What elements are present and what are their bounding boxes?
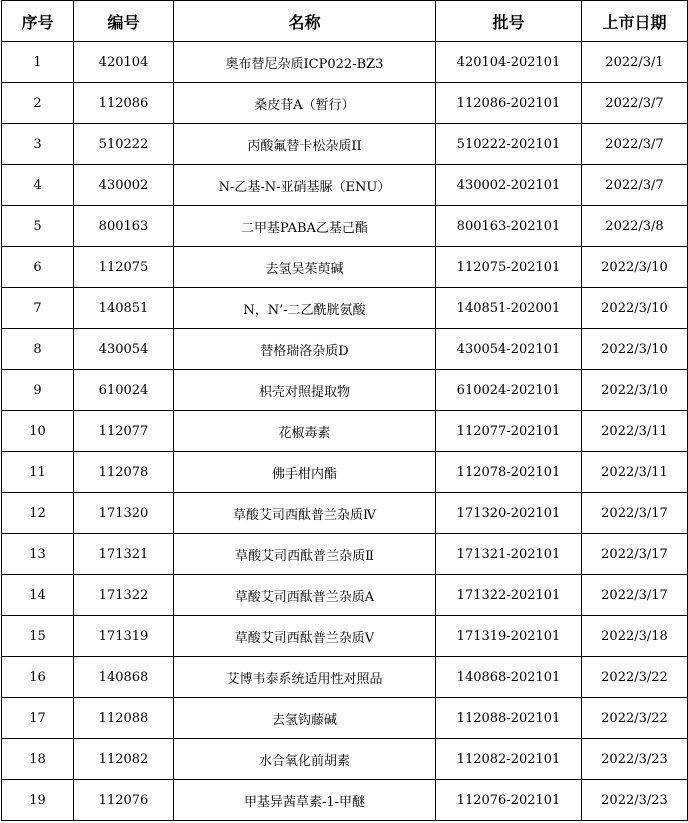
cell-name: N，N’-二乙酰胱氨酸 bbox=[174, 288, 436, 329]
cell-launch-date: 2022/3/17 bbox=[582, 534, 688, 575]
table-row bbox=[2, 411, 688, 452]
cell-batch: 112077-202101 bbox=[436, 411, 582, 452]
cell-index: 4 bbox=[2, 165, 74, 206]
table-row bbox=[2, 165, 688, 206]
cell-name: 去氢吴茱萸碱 bbox=[174, 247, 436, 288]
cell-index: 6 bbox=[2, 247, 74, 288]
cell-index: 14 bbox=[2, 575, 74, 616]
cell-code: 171320 bbox=[74, 493, 174, 534]
cell-batch: 610024-202101 bbox=[436, 370, 582, 411]
cell-index: 11 bbox=[2, 452, 74, 493]
cell-name: 草酸艾司西酞普兰杂质Ⅱ bbox=[174, 534, 436, 575]
table-row bbox=[2, 739, 688, 780]
cell-code: 112078 bbox=[74, 452, 174, 493]
table-row bbox=[2, 206, 688, 247]
table-row bbox=[2, 657, 688, 698]
cell-name: 水合氧化前胡素 bbox=[174, 739, 436, 780]
cell-name: 草酸艾司西酞普兰杂质Ⅳ bbox=[174, 493, 436, 534]
cell-index: 17 bbox=[2, 698, 74, 739]
cell-batch: 430054-202101 bbox=[436, 329, 582, 370]
cell-index: 1 bbox=[2, 42, 74, 83]
cell-name: 花椒毒素 bbox=[174, 411, 436, 452]
cell-code: 112086 bbox=[74, 83, 174, 124]
cell-index: 3 bbox=[2, 124, 74, 165]
cell-launch-date: 2022/3/11 bbox=[582, 452, 688, 493]
cell-launch-date: 2022/3/11 bbox=[582, 411, 688, 452]
cell-name: 去氢钩藤碱 bbox=[174, 698, 436, 739]
cell-batch: 510222-202101 bbox=[436, 124, 582, 165]
cell-name: 奥布替尼杂质ICP022-BZ3 bbox=[174, 42, 436, 83]
cell-batch: 171320-202101 bbox=[436, 493, 582, 534]
cell-index: 13 bbox=[2, 534, 74, 575]
cell-batch: 171319-202101 bbox=[436, 616, 582, 657]
cell-launch-date: 2022/3/1 bbox=[582, 42, 688, 83]
cell-name: 草酸艾司西酞普兰杂质Ⅴ bbox=[174, 616, 436, 657]
table-row bbox=[2, 698, 688, 739]
cell-name: 二甲基PABA乙基己酯 bbox=[174, 206, 436, 247]
table-row bbox=[2, 452, 688, 493]
cell-batch: 140868-202101 bbox=[436, 657, 582, 698]
header-index: 序号 bbox=[2, 1, 74, 42]
product-table bbox=[1, 0, 688, 821]
cell-batch: 112075-202101 bbox=[436, 247, 582, 288]
cell-launch-date: 2022/3/18 bbox=[582, 616, 688, 657]
table-row bbox=[2, 370, 688, 411]
cell-code: 800163 bbox=[74, 206, 174, 247]
header-code: 编号 bbox=[74, 1, 174, 42]
cell-batch: 171321-202101 bbox=[436, 534, 582, 575]
cell-name: 佛手柑内酯 bbox=[174, 452, 436, 493]
cell-name: 艾博韦泰系统适用性对照品 bbox=[174, 657, 436, 698]
header-launch-date: 上市日期 bbox=[582, 1, 688, 42]
cell-index: 18 bbox=[2, 739, 74, 780]
cell-code: 112082 bbox=[74, 739, 174, 780]
table-row bbox=[2, 42, 688, 83]
cell-launch-date: 2022/3/7 bbox=[582, 165, 688, 206]
table-row bbox=[2, 329, 688, 370]
table-row bbox=[2, 780, 688, 821]
table-row bbox=[2, 124, 688, 165]
cell-name: 桑皮苷A（暂行） bbox=[174, 83, 436, 124]
cell-index: 2 bbox=[2, 83, 74, 124]
cell-code: 420104 bbox=[74, 42, 174, 83]
cell-batch: 112076-202101 bbox=[436, 780, 582, 821]
table-row bbox=[2, 616, 688, 657]
cell-index: 16 bbox=[2, 657, 74, 698]
cell-index: 15 bbox=[2, 616, 74, 657]
cell-launch-date: 2022/3/8 bbox=[582, 206, 688, 247]
cell-code: 430002 bbox=[74, 165, 174, 206]
cell-launch-date: 2022/3/10 bbox=[582, 247, 688, 288]
cell-batch: 420104-202101 bbox=[436, 42, 582, 83]
cell-launch-date: 2022/3/7 bbox=[582, 124, 688, 165]
cell-launch-date: 2022/3/10 bbox=[582, 329, 688, 370]
cell-code: 112077 bbox=[74, 411, 174, 452]
cell-batch: 112078-202101 bbox=[436, 452, 582, 493]
cell-launch-date: 2022/3/17 bbox=[582, 493, 688, 534]
cell-name: 替格瑞洛杂质D bbox=[174, 329, 436, 370]
cell-code: 140851 bbox=[74, 288, 174, 329]
cell-batch: 112082-202101 bbox=[436, 739, 582, 780]
cell-index: 12 bbox=[2, 493, 74, 534]
cell-launch-date: 2022/3/10 bbox=[582, 288, 688, 329]
cell-launch-date: 2022/3/22 bbox=[582, 657, 688, 698]
cell-code: 112088 bbox=[74, 698, 174, 739]
cell-code: 430054 bbox=[74, 329, 174, 370]
cell-batch: 112088-202101 bbox=[436, 698, 582, 739]
cell-code: 610024 bbox=[74, 370, 174, 411]
table-row bbox=[2, 493, 688, 534]
cell-launch-date: 2022/3/22 bbox=[582, 698, 688, 739]
header-batch: 批号 bbox=[436, 1, 582, 42]
cell-index: 5 bbox=[2, 206, 74, 247]
cell-batch: 171322-202101 bbox=[436, 575, 582, 616]
table-row bbox=[2, 575, 688, 616]
table-row bbox=[2, 247, 688, 288]
cell-index: 19 bbox=[2, 780, 74, 821]
table-row bbox=[2, 534, 688, 575]
cell-code: 112075 bbox=[74, 247, 174, 288]
cell-name: N-乙基-N-亚硝基脲（ENU） bbox=[174, 165, 436, 206]
cell-index: 10 bbox=[2, 411, 74, 452]
cell-code: 510222 bbox=[74, 124, 174, 165]
cell-code: 171322 bbox=[74, 575, 174, 616]
cell-code: 171319 bbox=[74, 616, 174, 657]
cell-code: 171321 bbox=[74, 534, 174, 575]
cell-launch-date: 2022/3/17 bbox=[582, 575, 688, 616]
cell-launch-date: 2022/3/7 bbox=[582, 83, 688, 124]
cell-index: 8 bbox=[2, 329, 74, 370]
cell-name: 丙酸氟替卡松杂质II bbox=[174, 124, 436, 165]
header-name: 名称 bbox=[174, 1, 436, 42]
cell-name: 枳壳对照提取物 bbox=[174, 370, 436, 411]
cell-launch-date: 2022/3/23 bbox=[582, 780, 688, 821]
cell-batch: 140851-202001 bbox=[436, 288, 582, 329]
cell-index: 7 bbox=[2, 288, 74, 329]
cell-batch: 112086-202101 bbox=[436, 83, 582, 124]
cell-name: 甲基异茜草素-1-甲醚 bbox=[174, 780, 436, 821]
table-row bbox=[2, 83, 688, 124]
cell-name: 草酸艾司西酞普兰杂质A bbox=[174, 575, 436, 616]
cell-launch-date: 2022/3/23 bbox=[582, 739, 688, 780]
cell-batch: 430002-202101 bbox=[436, 165, 582, 206]
table-row bbox=[2, 288, 688, 329]
cell-code: 140868 bbox=[74, 657, 174, 698]
cell-launch-date: 2022/3/10 bbox=[582, 370, 688, 411]
cell-code: 112076 bbox=[74, 780, 174, 821]
cell-index: 9 bbox=[2, 370, 74, 411]
cell-batch: 800163-202101 bbox=[436, 206, 582, 247]
header-row bbox=[2, 1, 688, 42]
